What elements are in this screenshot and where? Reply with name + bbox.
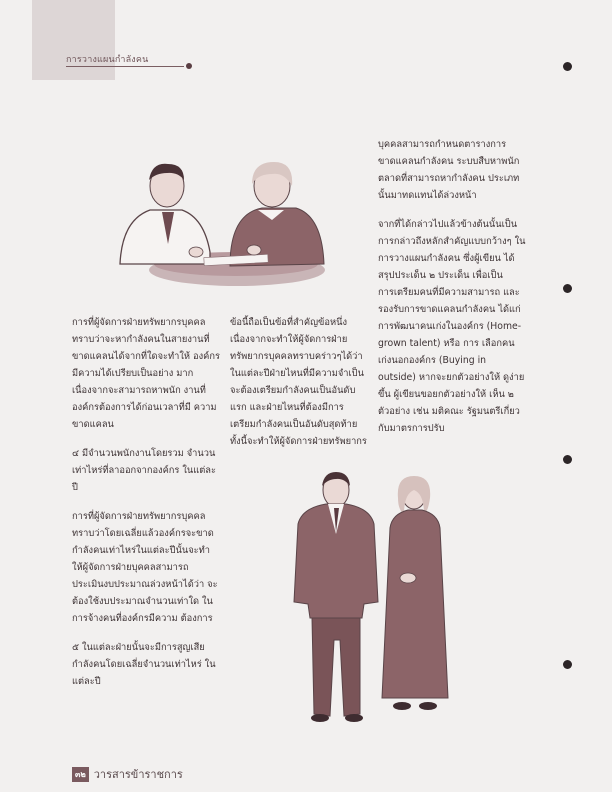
paragraph: ๔ มีจำนวนพนักงานโดยรวม จำนวนเท่าไหร่ที่ลาออกจากองค์กร ในแต่ละปี [72,448,216,493]
middle-column [230,314,370,450]
binder-hole [563,455,572,464]
paragraph: ๕ ในแต่ละฝ่ายนั้นจะมีการสูญเสีย กำลังคนโดยเฉลี่ยจำนวนเท่าไหร่ ในแต่ละปี [72,642,216,687]
paragraph: การที่ผู้จัดการฝ่ายทรัพยากรบุคคล ทราบว่าจะหากำลังคนในสายงานที่ ขาดแคลนได้จากที่ใดจะทำให้ องค์กรมีความได้เปรียบเป็นอย่าง มากเนื่องจากจะสามารถหาพนัก งานที่องค์กรต้องการได้ก่อนเวลาที่มี ความขาดแคลน [72,317,220,430]
binder-hole [563,284,572,293]
header-dot [186,63,192,69]
binder-hole [563,62,572,71]
paragraph: จากที่ได้กล่าวไปแล้วข้างต้นนั้นเป็น การกล่าวถึงหลักสำคัญแบบกว้างๆ ในการวางแผนกำลังคน ซึ่งผู้เขียน ได้สรุปประเด็น ๒ ประเด็น เพื่อเป็น การเตรียมคนที่มีความสามารถ และรองรับการขาดแคลนกำลังคน ได้แก่ การพัฒนาคนเก่งในองค์กร (Home-grown talent) หรือ การ เลือกคนเก่งนอกองค์กร (Buying in outside) หากจะยกตัวอย่างให้ ดูง่ายขึ้น ผู้เขียนขอยกตัวอย่างให้ เห็น ๒ ตัวอย่าง เช่น มติคณะ รัฐมนตรีเกี่ยวกับมาตรการปรับ [378,219,526,434]
corner-tab [32,0,115,80]
page-number: ๓๒ [72,767,89,782]
publication-name: วารสารข้าราชการ [93,768,183,781]
section-header [66,52,190,66]
meeting-illustration [112,152,334,292]
page-footer [72,765,183,783]
binder-hole [563,660,572,669]
left-column [72,314,220,690]
section-title: การวางแผนกำลังคน [66,55,149,65]
paragraph: ข้อนี้ถือเป็นข้อที่สำคัญข้อหนึ่ง เนื่องจากจะทำให้ผู้จัดการฝ่าย ทรัพยากรบุคคลทราบคร่าวๆได้ว่า ในแต่ละปีฝ่ายไหนที่มีความจำเป็น จะต้องเตรียมกำลังคนเป็นอันดับ แรก และฝ่ายไหนที่ต้องมีการ เตรียมกำลังคนเป็นอันดับสุดท้าย ทั้งนี้จะทำให้ผู้จัดการฝ่ายทรัพยากร [230,317,367,447]
right-column [378,136,526,437]
paragraph: การที่ผู้จัดการฝ่ายทรัพยากรบุคคล ทราบว่าโดยเฉลี่ยแล้วองค์กรจะขาด กำลังคนเท่าไหร่ในแต่ละปีนั้นจะทำ ให้ผู้จัดการฝ่ายบุคคลสามารถ ประเมินงบประมาณล่วงหน้าได้ว่า จะต้องใช้งบประมาณจำนวนเท่าใด ในการจ้างคนที่องค์กรมีความ ต้องการ [72,511,218,624]
colleagues-illustration [278,468,474,730]
paragraph: บุคคลสามารถกำหนดตารางการ ขาดแคลนกำลังคน ระบบสืบหาพนัก ตลาดที่สามารถหากำลังคน ประเภทนั้นมาทดแทนได้ล่วงหน้า [378,139,520,201]
header-rule [66,66,184,67]
